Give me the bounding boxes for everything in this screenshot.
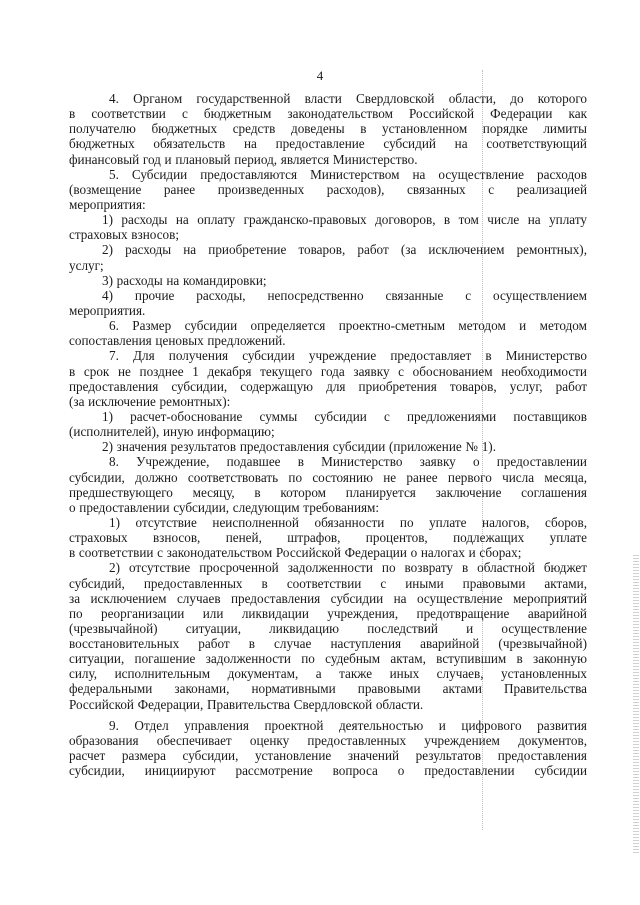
text-line: 1) расходы на оплату гражданско-правовых договоров, в том числе на уплату [102,212,587,228]
text-line: страховых взносов; [69,227,180,243]
text-line: 1) отсутствие неисполненной обязанности по уплате налогов, сборов, [109,514,587,530]
text-line: сопоставления ценовых предложений. [69,333,286,349]
text-line: 3) расходы на командировки; [102,272,267,288]
text-line: в срок не позднее 1 декабря текущего года заявку с обоснованием необходимости [69,363,587,379]
text-line: мероприятия: [69,196,146,212]
text-line: услуг; [69,257,104,273]
text-line: предшествующего месяцу, в котором планируется заключение соглашения [69,484,587,500]
text-line: восстановительных работ в случае наступления аварийной (чрезвычайной) [69,636,587,652]
text-line: 7. Для получения субсидии учреждение предоставляет в Министерство [109,348,587,364]
text-line: 6. Размер субсидии определяется проектно-сметным методом и методом [109,318,587,334]
text-line: получателю бюджетных средств доведены в установленном порядке лимиты [69,121,587,137]
text-line: за исключением случаев предоставления субсидии на осуществление мероприятий [69,590,587,606]
paragraph-5 [69,167,587,212]
paragraph-8-item-2 [69,560,587,711]
text-line: страховых взносов, пеней, штрафов, процентов, подлежащих уплате [69,530,587,546]
text-line: мероприятия. [69,302,146,318]
text-line: субсидии, инициируют рассмотрение вопроса о предоставлении субсидии [69,763,587,779]
paragraph-9 [69,718,587,779]
text-line: ситуации, погашение задолженности по судебным актам, вступившим в законную [69,651,587,667]
text-line: (возмещение ранее произведенных расходов), связанных с реализацией [69,181,587,197]
paragraph-5-item-1 [69,212,587,242]
text-line: 2) значения результатов предоставления субсидии (приложение № 1). [102,439,496,455]
text-line: образования обеспечивает оценку предоставленных учреждением документов, [69,732,587,748]
text-line: (за исключение ремонтных): [69,393,231,409]
text-line: федеральными законами, нормативными правовыми актами Правительства [69,681,587,697]
text-line: расчет размера субсидии, установление значений результатов предоставления [69,748,587,764]
text-line: субсидий, предоставленных в соответствии с иными правовыми актами, [69,575,587,591]
text-line: (чрезвычайной) ситуации, ликвидацию последствий и осуществление [69,620,587,636]
document-body [69,91,587,778]
text-line: в соответствии с бюджетным законодательством Российской Федерации как [69,106,587,122]
text-line: о предоставлении субсидии, следующим требованиям: [69,499,380,515]
text-line: 4) прочие расходы, непосредственно связанные с осуществлением [102,287,587,303]
text-line: субсидии, должно соответствовать по состоянию не ранее первого числа месяца, [69,469,587,485]
text-line: 9. Отдел управления проектной деятельностью и цифрового развития [109,717,587,733]
text-line: 2) отсутствие просроченной задолженности по возврату в областной бюджет [109,560,587,576]
text-line: 1) расчет-обоснование суммы субсидии с предложениями поставщиков [102,408,587,424]
text-line: Российской Федерации, Правительства Свердловской области. [69,696,424,712]
paragraph-4 [69,91,587,167]
paragraph-5-item-3 [69,273,587,288]
paragraph-5-item-4 [69,288,587,318]
text-line: в соответствии с законодательством Российской Федерации о налогах и сборах; [69,545,522,561]
paragraph-7-item-2 [69,439,587,454]
text-line: финансовый год и плановый период, является Министерство. [69,151,418,167]
scan-edge-noise [633,555,639,855]
text-line: 4. Органом государственной власти Свердловской области, до которого [109,91,587,106]
text-line: предоставления субсидии, содержащую для приобретения товаров, услуг, работ [69,378,587,394]
paragraph-5-item-2 [69,242,587,272]
text-line: (исполнителей), иную информацию; [69,424,275,440]
text-line: 2) расходы на приобретение товаров, работ (за исключением ремонтных), [102,242,587,258]
page-number: 4 [316,68,324,83]
paragraph-7-item-1 [69,409,587,439]
text-line: бюджетных обязательств на предоставление субсидий на соответствующий [69,136,587,152]
paragraph-8-item-1 [69,515,587,560]
text-line: 8. Учреждение, подавшее в Министерство заявку о предоставлении [109,454,587,470]
text-line: силу, исполнительным документам, а также иных случаев, установленных [69,666,587,682]
paragraph-7 [69,348,587,409]
paragraph-6 [69,318,587,348]
text-line: 5. Субсидии предоставляются Министерством на осуществление расходов [109,166,587,182]
paragraph-8 [69,454,587,515]
text-line: по реорганизации или ликвидации учреждения, предотвращение аварийной [69,605,587,621]
